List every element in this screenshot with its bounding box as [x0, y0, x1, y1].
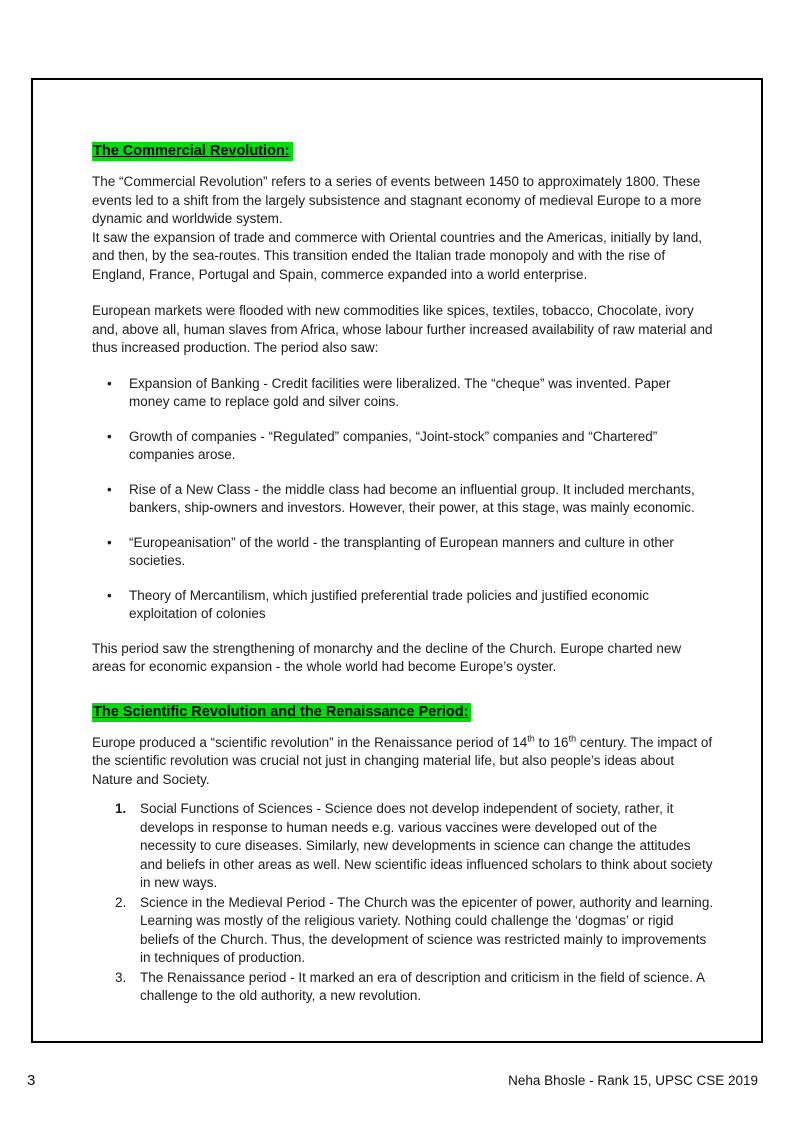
bullet-icon: • — [107, 481, 112, 497]
list-item — [92, 375, 714, 412]
list-item-text: The Renaissance period - It marked an era of description and criticism in the field of science. A challenge to the old authority, a new revolution. — [140, 969, 705, 1003]
bullet-icon: • — [107, 428, 112, 444]
page-border-frame — [31, 78, 763, 1043]
ordinal-superscript: th — [527, 733, 535, 743]
section-commercial-revolution — [92, 142, 714, 677]
list-item — [92, 481, 714, 518]
paragraph: European markets were flooded with new commodities like spices, textiles, tobacco, Chocolate, ivory and, above all, human slaves from Africa, whose labour further increased availability of raw material and thus increased production. The period also saw: — [92, 303, 713, 355]
paragraph-text: Europe produced a “scientific revolution” in the Renaissance period of 14 — [92, 734, 528, 750]
paragraph: The “Commercial Revolution” refers to a series of events between 1450 to approximately 1800. These events led to a shift from the largely subsistence and stagnant economy of medieval Europe to a more dynamic and worldwide system. — [92, 174, 702, 226]
list-item-text: Growth of companies - “Regulated” companies, “Joint-stock” companies and “Chartered” companies arose. — [129, 428, 658, 462]
bullet-icon: • — [107, 587, 112, 603]
paragraph: It saw the expansion of trade and commerce with Oriental countries and the Americas, initially by land, and then, by the sea-routes. This transition ended the Italian trade monopoly and with the rise of England, France, Portugal and Spain, commerce expanded into a world enterprise. — [92, 229, 703, 282]
ordinal-superscript: th — [568, 733, 577, 743]
list-number: 2. — [115, 894, 127, 910]
list-item-text: Rise of a New Class - the middle class had become an influential group. It included merchants, bankers, ship-owners and investors. However, their power, at this stage, was mainly economic. — [129, 481, 695, 515]
bullet-icon: • — [107, 534, 112, 550]
list-item — [92, 428, 714, 465]
bullet-list — [92, 375, 714, 624]
paragraph-text: century. The impact of the scientific revolution was crucial not just in changing material life, but also people’s ideas about Nature and Society. — [92, 734, 713, 787]
list-item — [92, 534, 714, 571]
list-item — [92, 969, 714, 1006]
footer-credit: Neha Bhosle - Rank 15, UPSC CSE 2019 — [508, 1073, 758, 1088]
list-item — [92, 894, 714, 968]
numbered-list — [92, 800, 714, 1006]
section-scientific-revolution — [92, 703, 714, 1006]
list-number: 1. — [115, 801, 127, 816]
paragraph-with-superscripts — [92, 734, 714, 790]
list-item-text: Expansion of Banking - Credit facilities were liberalized. The “cheque” was invented. Paper money came to replace gold and silver coins. — [129, 375, 671, 409]
section-heading-highlighted: The Scientific Revolution and the Renaissance Period: — [92, 703, 471, 722]
list-item-text: Science in the Medieval Period - The Church was the epicenter of power, authority and learning. Learning was mostly of the religious variety. Nothing could challenge the ‘dogmas’ or rigid beliefs of the Church. Thus, the development of science was restricted mainly to improvements in techniques of production. — [140, 894, 714, 965]
paragraph: This period saw the strengthening of monarchy and the decline of the Church. Europe charted new areas for economic expansion - the whole world had become Europe’s oyster. — [92, 640, 682, 674]
section-heading-highlighted: The Commercial Revolution: — [92, 142, 293, 161]
list-item-text: Theory of Mercantilism, which justified preferential trade policies and justified economic exploitation of colonies — [129, 587, 649, 621]
list-number: 3. — [115, 969, 127, 985]
list-item-text: “Europeanisation” of the world - the transplanting of European manners and culture in other societies. — [129, 534, 674, 568]
page-content — [92, 142, 714, 1006]
list-item — [92, 587, 714, 624]
paragraph-text: to 16 — [534, 734, 569, 750]
list-item-text: Social Functions of Sciences - Science does not develop independent of society, rather, it develops in response to human needs e.g. various vaccines were developed out of the necessity to cure diseases. Similarly, new developments in science can change the attitudes and beliefs in other areas as well. New scientific ideas influenced scholars to think about society in new ways. — [140, 801, 713, 890]
list-item — [92, 800, 714, 893]
page-number: 3 — [27, 1072, 36, 1089]
bullet-icon: • — [107, 375, 112, 391]
